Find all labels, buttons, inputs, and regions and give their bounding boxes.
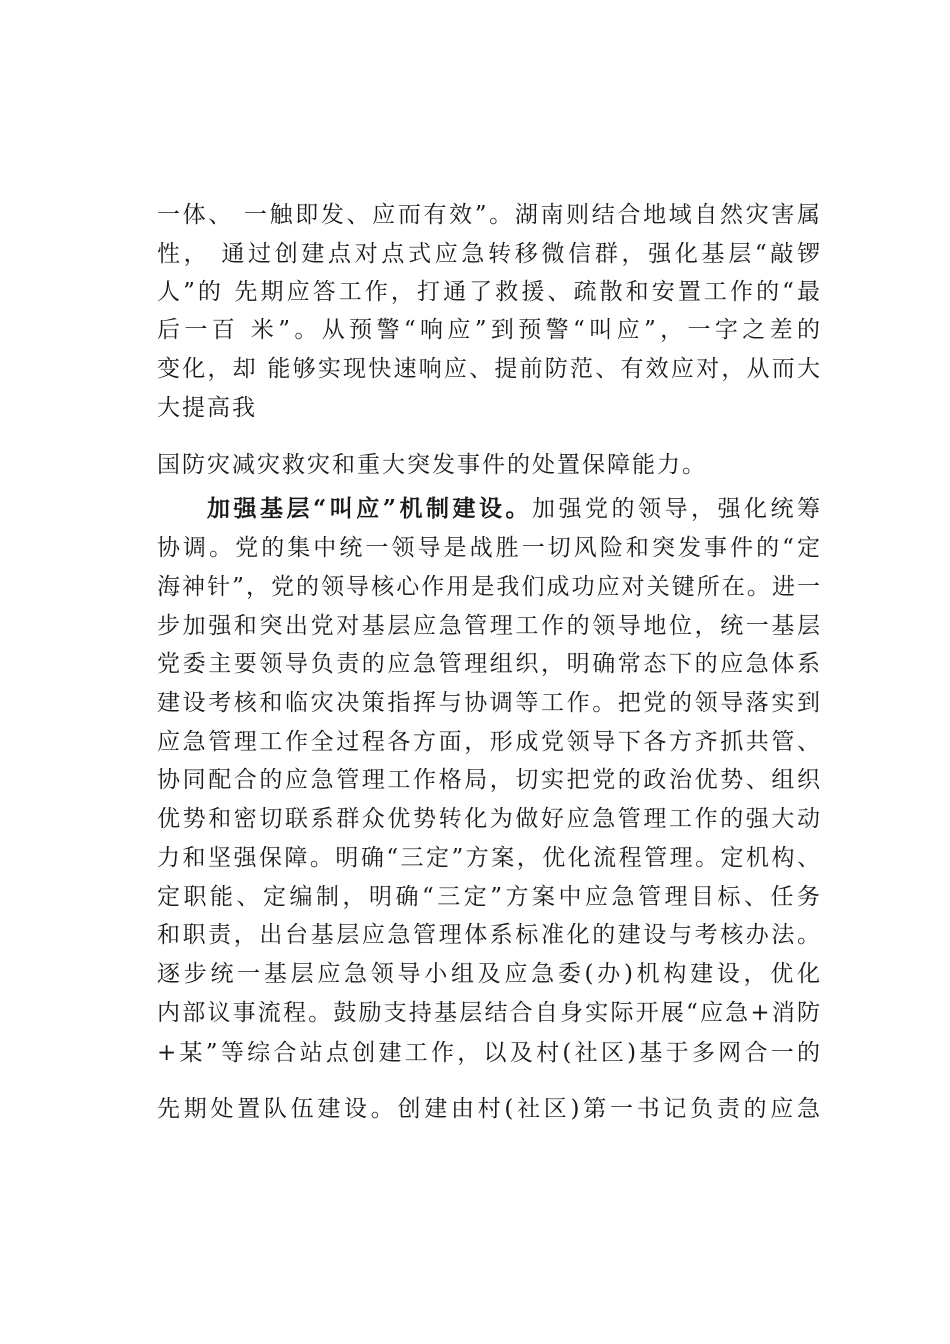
paragraph-3-line-4: 步加强和突出党对基层应急管理工作的领导地位，统一基层 — [157, 613, 822, 639]
paragraph-3-line-9: 优势和密切联系群众优势转化为做好应急管理工作的强大动 — [157, 806, 822, 832]
paragraph-1-line-5: 变化，却 能够实现快速响应、提前防范、有效应对，从而大 — [157, 356, 822, 382]
paragraph-3-line-14: 内部议事流程。鼓励支持基层结合自身实际开展“应急+消防 — [157, 1000, 822, 1026]
paragraph-3-line-11: 定职能、定编制，明确“三定”方案中应急管理目标、任务 — [157, 884, 822, 910]
paragraph-3-line-12: 和职责，出台基层应急管理体系标准化的建设与考核办法。 — [157, 922, 822, 948]
paragraph-3-line-5: 党委主要领导负责的应急管理组织，明确常态下的应急体系 — [157, 651, 822, 677]
paragraph-3-line-15: +某”等综合站点创建工作，以及村(社区)基于多网合一的 — [157, 1040, 822, 1066]
paragraph-3-line-7: 应急管理工作全过程各方面，形成党领导下各方齐抓共管、 — [157, 729, 822, 755]
paragraph-3-line-16: 先期处置队伍建设。创建由村(社区)第一书记负责的应急 — [157, 1096, 822, 1122]
paragraph-3-line-6: 建设考核和临灾决策指挥与协调等工作。把党的领导落实到 — [157, 690, 822, 716]
section-heading: 加强基层“叫应”机制建设。 — [207, 495, 532, 522]
paragraph-2-line-1: 国防灾减灾救灾和重大突发事件的处置保障能力。 — [157, 452, 707, 478]
paragraph-1-line-1: 一体、 一触即发、应而有效”。湖南则结合地域自然灾害属 — [157, 202, 822, 228]
paragraph-1-line-3: 人”的 先期应答工作，打通了救援、疏散和安置工作的“最 — [157, 279, 822, 305]
paragraph-3-line-13: 逐步统一基层应急领导小组及应急委(办)机构建设，优化 — [157, 961, 822, 987]
paragraph-1-line-2: 性， 通过创建点对点式应急转移微信群，强化基层“敲锣 — [157, 241, 822, 267]
paragraph-1-line-6: 大提高我 — [157, 395, 257, 421]
paragraph-3-line-1-rest: 加强党的领导，强化统筹 — [531, 496, 822, 522]
paragraph-1-line-4: 后一百 米”。从预警“响应”到预警“叫应”，一字之差的 — [157, 317, 822, 343]
paragraph-3-line-3: 海神针”，党的领导核心作用是我们成功应对关键所在。进一 — [157, 574, 822, 600]
paragraph-3-line-8: 协同配合的应急管理工作格局，切实把党的政治优势、组织 — [157, 767, 822, 793]
paragraph-3-line-2: 协调。党的集中统一领导是战胜一切风险和突发事件的“定 — [157, 535, 822, 561]
paragraph-3-line-10: 力和坚强保障。明确“三定”方案，优化流程管理。定机构、 — [157, 845, 822, 871]
paragraph-3-line-1 — [207, 494, 822, 524]
